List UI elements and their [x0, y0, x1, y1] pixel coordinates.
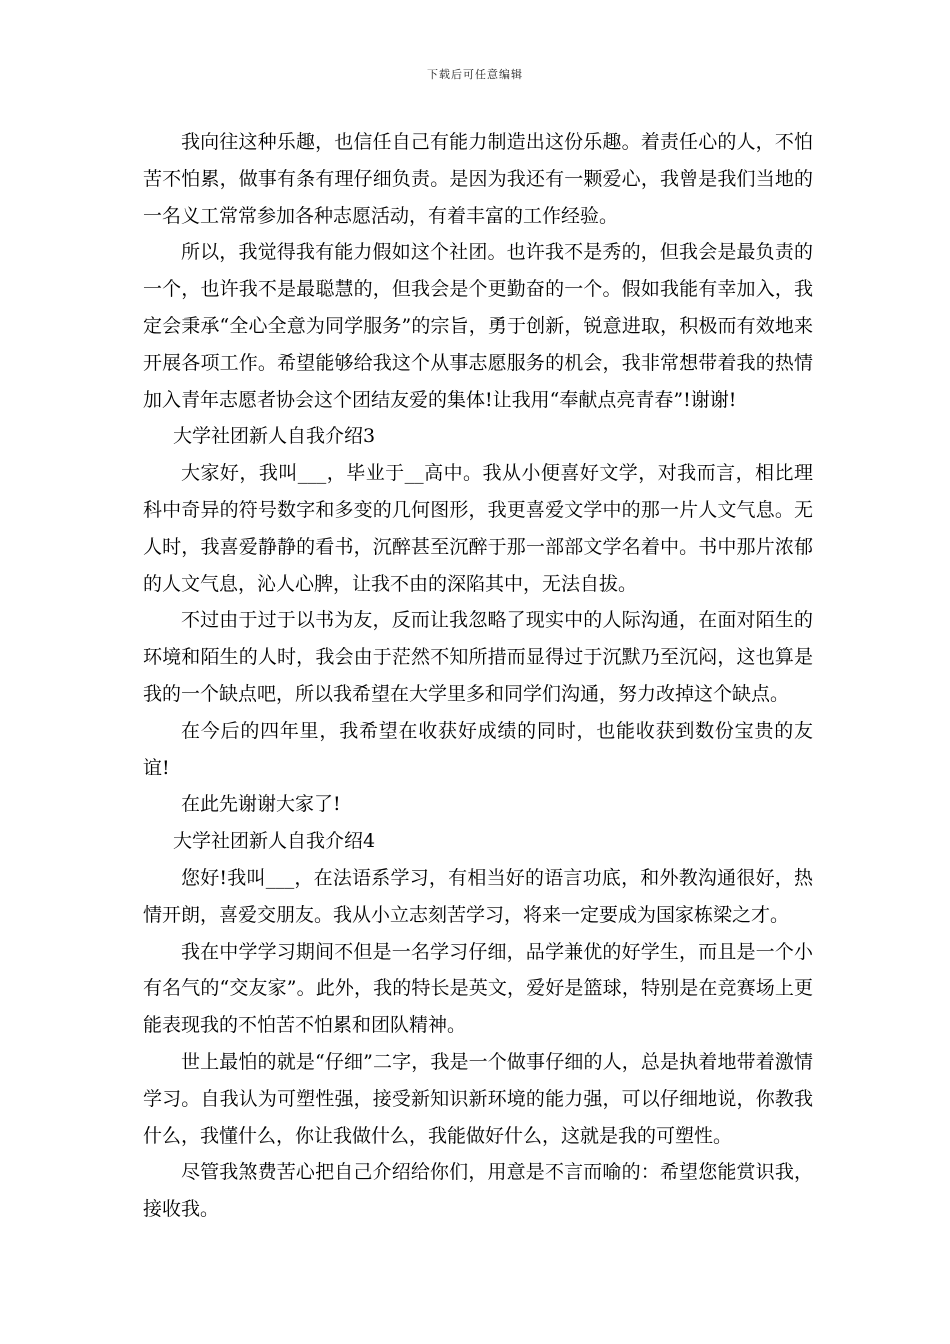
paragraph-10: 尽管我煞费苦心把自己介绍给你们，用意是不言而喻的：希望您能赏识我，接收我。 — [143, 1161, 813, 1221]
paragraph-8: 我在中学学习期间不但是一名学习仔细，品学兼优的好学生，而且是一个小有名气的“交友家”。此外，我的特长是英文，爱好是篮球，特别是在竞赛场上更能表现我的不怕苦不怕累和团队精神。 — [143, 940, 813, 1037]
section-heading-3: 大学社团新人自我介绍3 — [173, 425, 376, 448]
paragraph-2: 所以，我觉得我有能力假如这个社团。也许我不是秀的，但我会是最负责的一个，也许我不是最聪慧的，但我会是个更勤奋的一个。假如我能有幸加入，我定会秉承“全心全意为同学服务”的宗旨，勇于创新，锐意进取，积极而有效地来开展各项工作。希望能够给我这个从事志愿服务的机会，我非常想带着我的热情加入青年志愿者协会这个团结友爱的集体!让我用“奉献点亮青春”!谢谢! — [143, 241, 813, 411]
paragraph-6: 在此先谢谢大家了! — [181, 793, 341, 816]
paragraph-1: 我向往这种乐趣，也信任自己有能力制造出这份乐趣。着责任心的人，不怕苦不怕累，做事有条有理仔细负责。是因为我还有一颗爱心，我曾是我们当地的一名义工常常参加各种志愿活动，有着丰富的工作经验。 — [143, 131, 813, 227]
page-header: 下载后可任意编辑 — [427, 68, 523, 81]
section-heading-4: 大学社团新人自我介绍4 — [173, 830, 376, 853]
paragraph-5: 在今后的四年里，我希望在收获好成绩的同时，也能收获到数份宝贵的友谊! — [143, 719, 813, 779]
document-body — [143, 124, 813, 1228]
paragraph-7: 您好!我叫___，在法语系学习，有相当好的语言功底，和外教沟通很好，热情开朗，喜爱交朋友。我从小立志刻苦学习，将来一定要成为国家栋梁之才。 — [143, 866, 813, 926]
paragraph-4: 不过由于过于以书为友，反而让我忽略了现实中的人际沟通，在面对陌生的环境和陌生的人时，我会由于茫然不知所措而显得过于沉默乃至沉闷，这也算是我的一个缺点吧，所以我希望在大学里多和同学们沟通，努力改掉这个缺点。 — [143, 609, 813, 705]
paragraph-3: 大家好，我叫___，毕业于__高中。我从小便喜好文学，对我而言，相比理科中奇异的符号数字和多变的几何图形，我更喜爱文学中的那一片人文气息。无人时，我喜爱静静的看书，沉醉甚至沉醉于那一部部文学名着中。书中那片浓郁的人文气息，沁人心脾，让我不由的深陷其中，无法自拔。 — [143, 462, 813, 595]
paragraph-9: 世上最怕的就是“仔细”二字，我是一个做事仔细的人，总是执着地带着激情学习。自我认为可塑性强，接受新知识新环境的能力强，可以仔细地说，你教我什么，我懂什么，你让我做什么，我能做好什么，这就是我的可塑性。 — [143, 1050, 813, 1147]
